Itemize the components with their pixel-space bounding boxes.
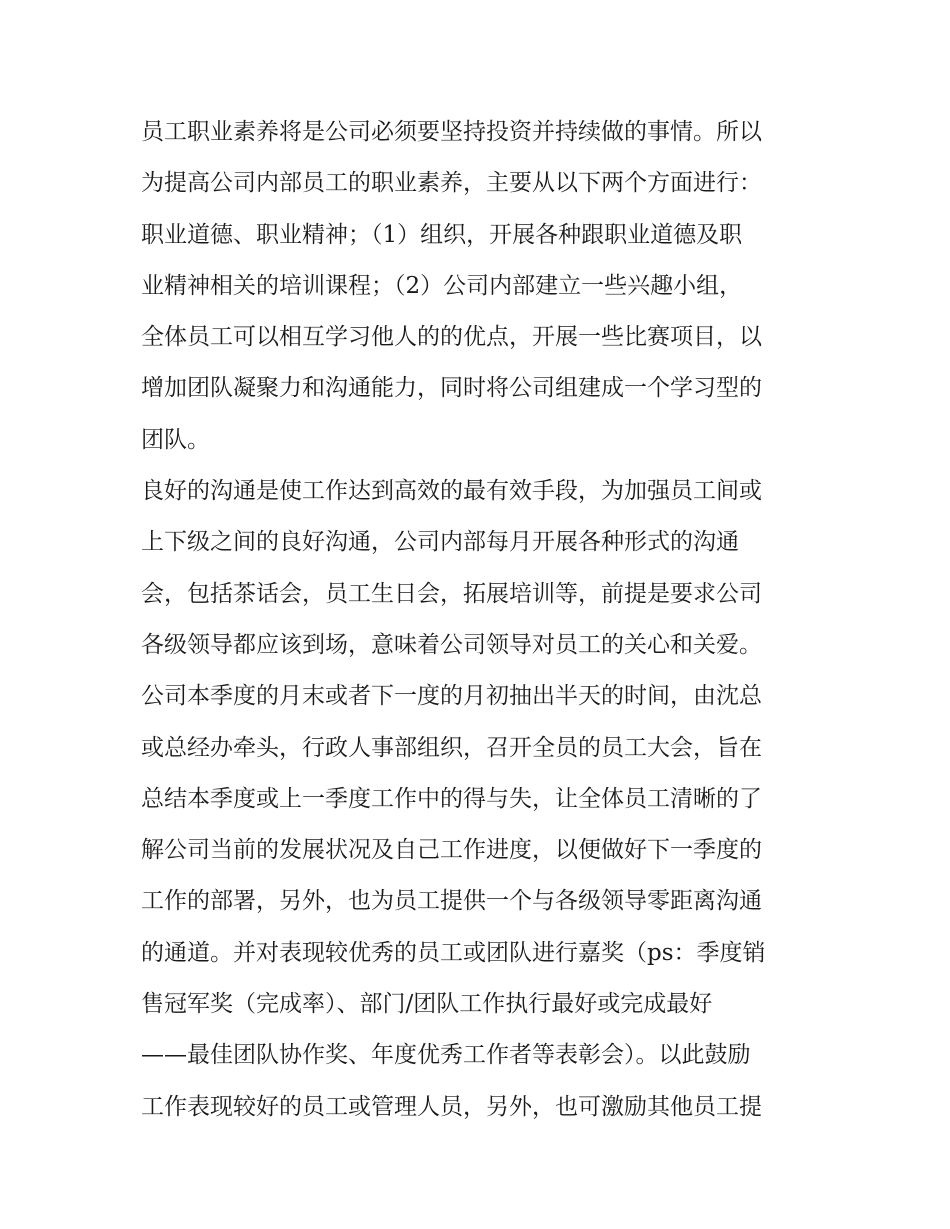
text-line: 良好的沟通是使工作达到高效的最有效手段，为加强员工间或 bbox=[141, 478, 762, 505]
text-line: 职业道德、职业精神；（1）组织，开展各种跟职业道德及职 bbox=[141, 221, 743, 248]
text-line: 业精神相关的培训课程；（2）公司内部建立一些兴趣小组， bbox=[141, 272, 743, 299]
text-line: 售冠军奖（完成率）、部门/团队工作执行最好或完成最好 bbox=[141, 991, 713, 1018]
body-text bbox=[141, 107, 821, 1133]
text-line: 公司本季度的月末或者下一度的月初抽出半天的时间，由沈总 bbox=[141, 683, 762, 710]
text-line: 员工职业素养将是公司必须要坚持投资并持续做的事情。所以 bbox=[141, 119, 762, 145]
text-line: 工作表现较好的员工或管理人员，另外，也可激励其他员工提 bbox=[141, 1093, 762, 1120]
text-line: 工作的部署，另外，也为员工提供一个与各级领导零距离沟通 bbox=[141, 888, 762, 915]
text-line: 上下级之间的良好沟通，公司内部每月开展各种形式的沟通 bbox=[141, 529, 739, 556]
text-line: 各级领导都应该到场，意味着公司领导对员工的关心和关爱。 bbox=[141, 631, 762, 658]
text-line: 或总经办牵头，行政人事部组织，召开全员的员工大会，旨在 bbox=[141, 734, 762, 761]
text-line: 会，包括茶话会，员工生日会，拓展培训等，前提是要求公司 bbox=[141, 580, 762, 607]
text-line: 为提高公司内部员工的职业素养，主要从以下两个方面进行： bbox=[141, 170, 762, 197]
text-line: ——最佳团队协作奖、年度优秀工作者等表彰会）。以此鼓励 bbox=[141, 1042, 751, 1069]
text-line: 总结本季度或上一季度工作中的得与失，让全体员工清晰的了 bbox=[141, 785, 762, 812]
text-line: 全体员工可以相互学习他人的的优点，开展一些比赛项目，以 bbox=[141, 324, 762, 351]
text-line: 的通道。并对表现较优秀的员工或团队进行嘉奖（ps：季度销 bbox=[141, 939, 766, 966]
text-line: 增加团队凝聚力和沟通能力，同时将公司组建成一个学习型的 bbox=[141, 375, 762, 402]
text-line: 解公司当前的发展状况及自己工作进度，以便做好下一季度的 bbox=[141, 837, 762, 864]
text-line: 团队。 bbox=[141, 426, 210, 453]
